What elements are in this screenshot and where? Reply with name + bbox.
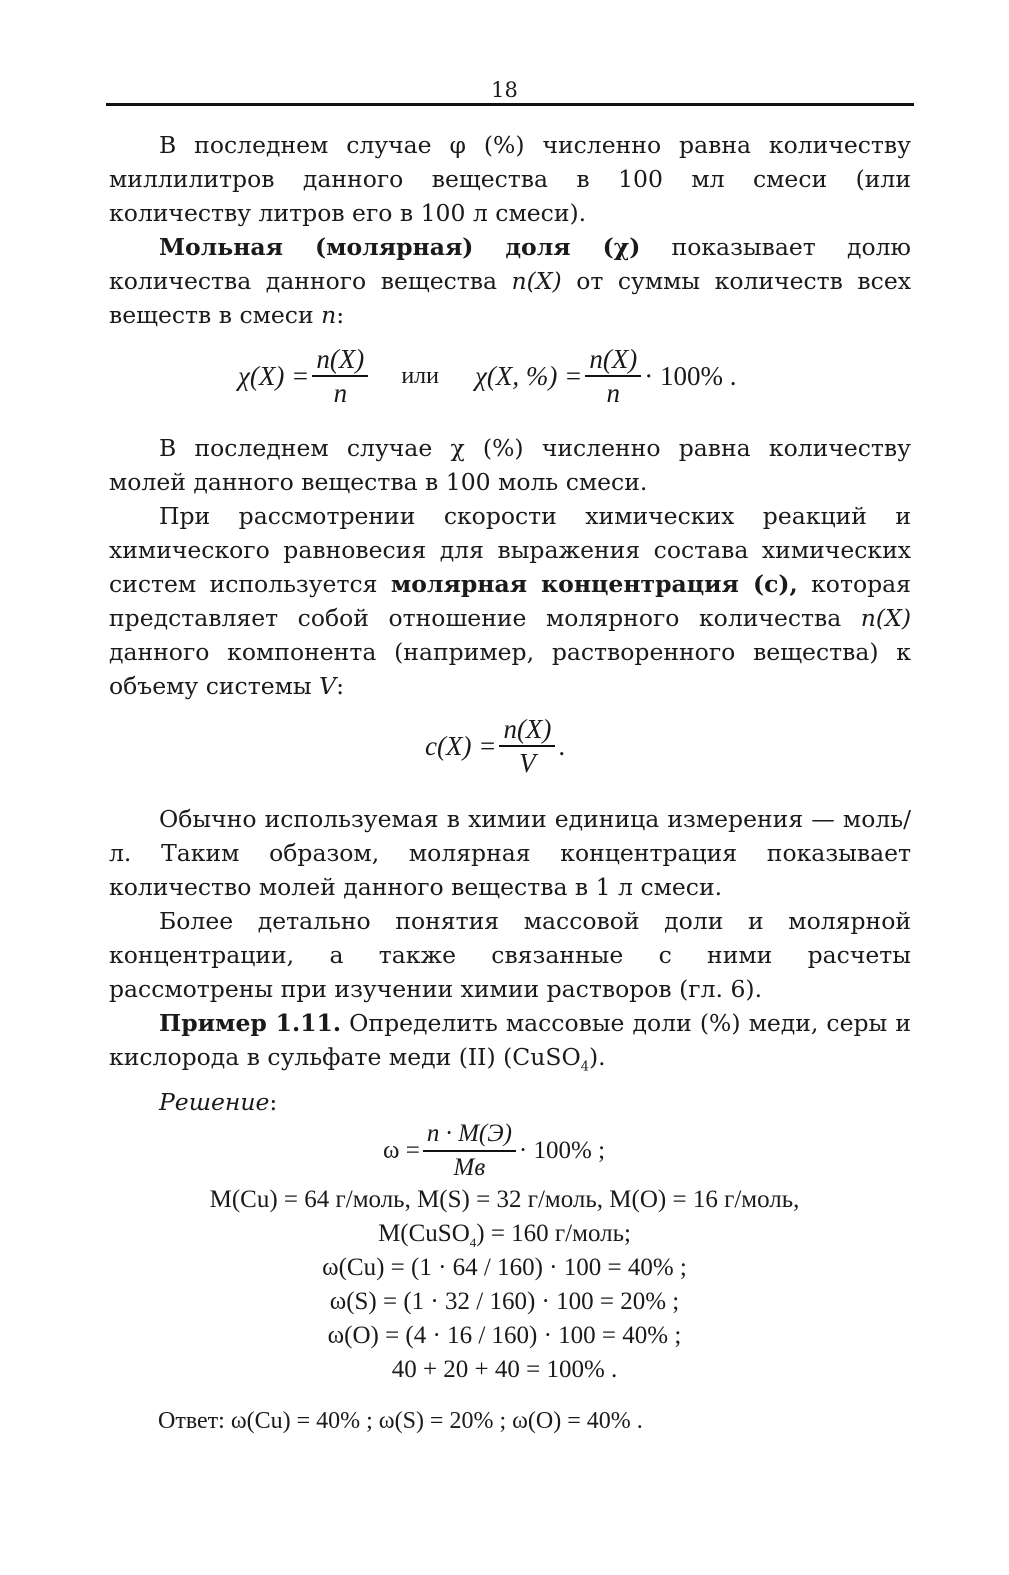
text-span: которая представляет собой отношение молярного количества [109, 570, 911, 632]
fraction [423, 1120, 516, 1182]
fraction-denominator: n [606, 378, 621, 408]
text-span: : [336, 301, 345, 329]
subscript: 4 [469, 1235, 477, 1250]
calc-omega-o: ω(O) = (4 · 16 / 160) · 100 = 40% ; [327, 1322, 682, 1349]
example-label: Пример 1.11. [159, 1009, 342, 1037]
formula-lhs: χ(X, %) = [474, 360, 583, 391]
text-block-3 [109, 802, 911, 1119]
paragraph-molar-concentration [109, 499, 911, 703]
formula-mass-fraction [383, 1120, 605, 1182]
fraction-numerator: n(X) [585, 345, 641, 377]
formula-tail: · 100% . [644, 360, 737, 391]
paragraph-details: Более детально понятия массовой доли и молярной концентрации, а также связанные с ними расчеты рассмотрены при изучении химии растворов (гл. 6). [109, 907, 911, 1003]
fraction [499, 715, 555, 777]
fraction-denominator: Mв [453, 1154, 486, 1181]
formula-lhs: ω = [383, 1137, 420, 1164]
text-span: от суммы количеств всех веществ в смеси [109, 267, 911, 329]
text-span: : [269, 1087, 278, 1116]
fraction-numerator: n · M(Э) [423, 1120, 516, 1152]
paragraph-mole-fraction [109, 230, 911, 332]
text-span: показывает долю количества данного вещества [109, 233, 911, 295]
calc-molar-masses: M(Cu) = 64 г/моль, M(S) = 32 г/моль, M(O) = 16 г/моль, [209, 1186, 800, 1213]
fraction [585, 345, 641, 407]
calc-sum: 40 + 20 + 40 = 100% . [391, 1356, 618, 1383]
paragraph-example [109, 1006, 911, 1085]
page-number: 18 [491, 78, 518, 102]
text-span: M(CuSO [378, 1220, 470, 1247]
formula-lhs: c(X) = [425, 730, 497, 761]
text-span: : [336, 672, 344, 700]
subscript: 4 [580, 1059, 590, 1075]
calc-omega-s: ω(S) = (1 · 32 / 160) · 100 = 20% ; [329, 1288, 680, 1315]
paragraph-units: Обычно используемая в химии единица измерения — моль/л. Таким образом, молярная концентрация показывает количество молей данного вещества в 1 л смеси. [109, 805, 911, 901]
math-n: n [321, 301, 337, 329]
math-nx: n(X) [860, 604, 911, 632]
fraction [312, 345, 368, 407]
formula-mole-fraction [238, 345, 737, 407]
calc-cuso4-mass [0, 1220, 1009, 1251]
answer-line: Ответ: ω(Cu) = 40% ; ω(S) = 20% ; ω(O) = 40% . [158, 1408, 643, 1434]
formula-tail: . [558, 730, 566, 761]
text-span: данного компонента (например, растворенного вещества) к объему системы [109, 638, 911, 700]
formula-lhs: χ(X) = [238, 360, 310, 391]
text-span: Определить массовые доли (%) меди, серы и кислорода в сульфате меди (II) (CuSO [109, 1009, 911, 1071]
text-span: ). [589, 1043, 606, 1071]
calc-omega-cu: ω(Cu) = (1 · 64 / 160) · 100 = 40% ; [322, 1254, 687, 1281]
fraction-numerator: n(X) [499, 715, 555, 747]
text-block-1 [109, 128, 911, 332]
fraction-denominator: n [333, 378, 348, 408]
term-molar-concentration: молярная концентрация (c), [390, 570, 798, 598]
fraction-numerator: n(X) [312, 345, 368, 377]
math-nx: n(X) [511, 267, 562, 295]
header-rule [106, 103, 914, 106]
paragraph-volume-fraction: В последнем случае φ (%) численно равна количеству миллилитров данного вещества в 100 мл смеси (или количеству литров его в 100 л смеси). [109, 131, 911, 227]
paragraph-chi-percent: В последнем случае χ (%) численно равна количеству молей данного вещества в 100 моль смеси. [109, 434, 911, 496]
term-mole-fraction: Мольная (молярная) доля (χ) [159, 233, 641, 261]
text-span: ) = 160 г/моль; [476, 1220, 631, 1247]
formula-tail: · 100% ; [518, 1137, 606, 1164]
formula-concentration [425, 715, 565, 777]
solution-text: Решение [159, 1087, 270, 1116]
text-block-2 [109, 431, 911, 703]
or-label: или [401, 362, 439, 389]
fraction-denominator: V [519, 748, 536, 778]
solution-label [109, 1085, 911, 1119]
math-v: V [319, 672, 337, 700]
text-span: При рассмотрении скорости химических реакций и химического равновесия для выражения состава химических систем используется [109, 502, 911, 598]
